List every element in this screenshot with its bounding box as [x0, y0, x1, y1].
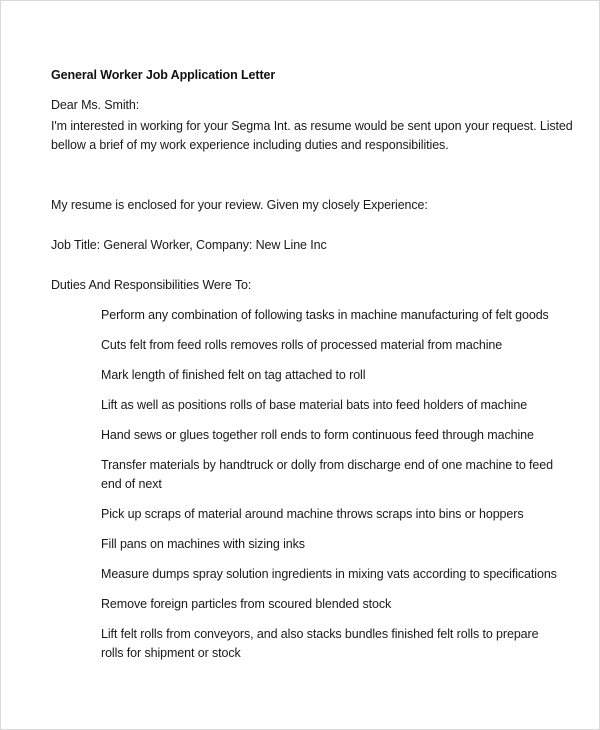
duty-item: Pick up scraps of material around machine throws scraps into bins or hoppers — [101, 507, 524, 521]
duty-item: Remove foreign particles from scoured blended stock — [101, 597, 392, 611]
duty-item: Mark length of finished felt on tag attached to roll — [101, 368, 366, 382]
job-title-line: Job Title: General Worker, Company: New Line Inc — [51, 238, 327, 252]
duty-item: Measure dumps spray solution ingredients in mixing vats according to specifications — [101, 567, 557, 581]
duty-item: Cuts felt from feed rolls removes rolls of processed material from machine — [101, 338, 503, 352]
duty-item: Lift as well as positions rolls of base material bats into feed holders of machine — [101, 398, 528, 412]
duty-item: Hand sews or glues together roll ends to form continuous feed through machine — [101, 428, 534, 442]
duty-item: Transfer materials by handtruck or dolly from discharge end of one machine to feed end of next — [101, 458, 553, 491]
intro-line-1: I'm interested in working for your Segma Int. as resume would be sent upon your request. Listed — [51, 119, 573, 133]
resume-line: My resume is enclosed for your review. Given my closely Experience: — [51, 198, 428, 212]
intro-line-2: bellow a brief of my work experience including duties and responsibilities. — [51, 138, 449, 152]
duty-item: Fill pans on machines with sizing inks — [101, 537, 305, 551]
document-title: General Worker Job Application Letter — [51, 68, 276, 82]
duty-item: Perform any combination of following tasks in machine manufacturing of felt goods — [101, 308, 549, 322]
salutation: Dear Ms. Smith: — [51, 98, 140, 112]
duty-item: Lift felt rolls from conveyors, and also stacks bundles finished felt rolls to prepare rolls for shipment or stock — [101, 627, 539, 660]
duties-heading: Duties And Responsibilities Were To: — [51, 278, 252, 292]
